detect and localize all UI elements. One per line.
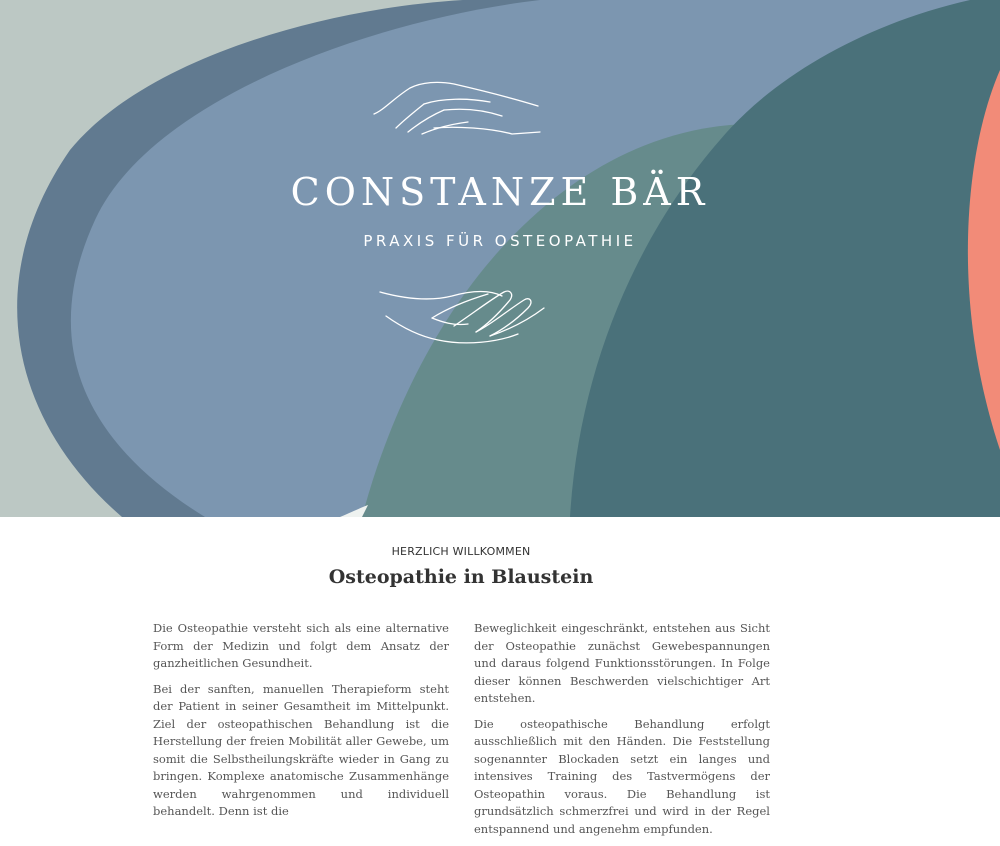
page-heading: Osteopathie in Blaustein [328,566,594,588]
site-title: CONSTANZE BÄR [290,170,710,214]
content-column-left [153,620,449,829]
paragraph: Die osteopathische Behandlung erfolgt ausschließlich mit den Händen. Die Feststellung sogenannter Blockaden setzt ein langes und intensives Training des Tastvermögens der Osteopathin voraus. Die Behandlung ist grundsätzlich schmerzfrei und wird in der Regel entspannend und angenehm empfunden. [474,716,770,836]
paragraph: Bei der sanften, manuellen Therapieform steht der Patient in seiner Gesamtheit im Mittelpunkt. Ziel der osteopathischen Behandlung ist die Herstellung der freien Mobilität aller Gewebe, um somit die Selbstheilungskräfte wieder in Gang zu bringen. Komplexe anatomische Zusammenhänge werden wahrgenommen und individuell behandelt. Denn ist die [153,681,449,818]
paragraph: Beweglichkeit eingeschränkt, entstehen aus Sicht der Osteopathie zunächst Gewebespannungen und daraus folgend Funktionsstörungen. In Folge dieser können Beschwerden vielschichtiger Art entstehen. [474,621,770,705]
welcome-kicker: HERZLICH WILLKOMMEN [391,545,531,558]
hand-icon [378,286,548,348]
paragraph: Die Osteopathie versteht sich als eine alternative Form der Medizin und folgt dem Ansatz der ganzheitlichen Gesundheit. [153,621,449,670]
content-column-right [474,620,770,846]
site-subtitle: PRAXIS FÜR OSTEOPATHIE [363,232,637,250]
hand-icon [372,80,542,138]
